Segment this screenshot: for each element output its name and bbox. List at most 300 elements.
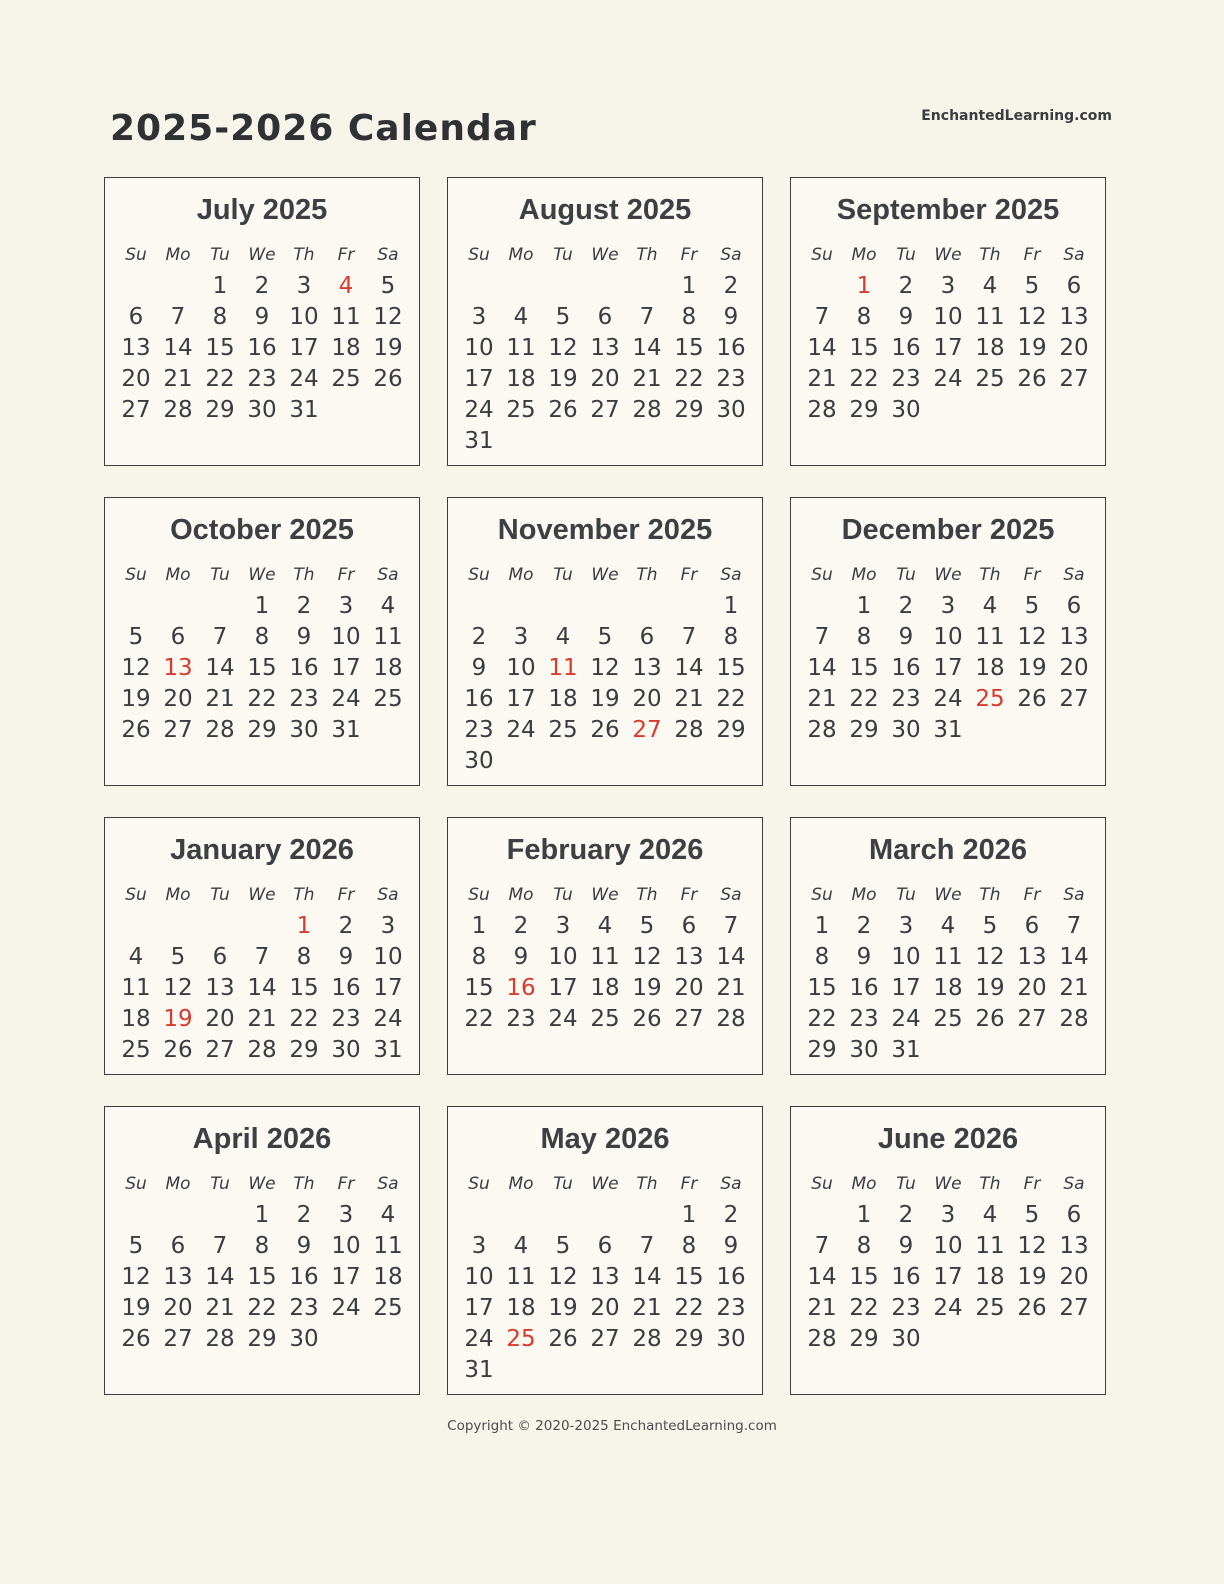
date-cell: 4 xyxy=(380,593,396,619)
date-cell: 16 xyxy=(331,975,361,1001)
date-cell: 9 xyxy=(513,944,529,970)
weeks xyxy=(458,1200,752,1386)
date-cell: 14 xyxy=(807,655,837,681)
date-cell: 4 xyxy=(555,624,571,650)
date-cell: 2 xyxy=(898,273,914,299)
day-header-row xyxy=(115,1169,409,1200)
date-cell: 21 xyxy=(807,686,837,712)
date-cell: 19 xyxy=(1017,655,1047,681)
week-row xyxy=(115,622,409,653)
date-cell: 20 xyxy=(632,686,662,712)
date-cell: 16 xyxy=(891,335,921,361)
date-cell: 10 xyxy=(548,944,578,970)
date-cell: 7 xyxy=(639,304,655,330)
date-cell: 1 xyxy=(212,273,228,299)
week-row xyxy=(115,715,409,746)
date-cell: 15 xyxy=(247,1264,277,1290)
date-cell: 8 xyxy=(681,1233,697,1259)
date-cell: 21 xyxy=(807,366,837,392)
week-row xyxy=(458,1262,752,1293)
week-row xyxy=(458,1231,752,1262)
empty-date-cell xyxy=(367,715,409,746)
date-cell: 1 xyxy=(856,593,872,619)
date-cell: 28 xyxy=(205,717,235,743)
date-cell: 30 xyxy=(716,397,746,423)
day-of-week-label: Sa xyxy=(720,885,742,905)
empty-date-cell xyxy=(969,395,1011,426)
date-cell: 2 xyxy=(513,913,529,939)
day-of-week-label: Fr xyxy=(337,885,355,905)
date-cell: 5 xyxy=(597,624,613,650)
day-of-week-label: Th xyxy=(293,1174,315,1194)
day-of-week-label: Fr xyxy=(337,565,355,585)
day-header-row xyxy=(801,560,1095,591)
day-of-week-label: Tu xyxy=(896,1174,916,1194)
date-cell: 8 xyxy=(254,1233,270,1259)
site-name: EnchantedLearning.com xyxy=(921,108,1112,124)
date-cell: 15 xyxy=(716,655,746,681)
date-cell: 3 xyxy=(513,624,529,650)
date-cell: 19 xyxy=(1017,1264,1047,1290)
week-row xyxy=(458,591,752,622)
date-cell: 29 xyxy=(807,1037,837,1063)
date-cell: 13 xyxy=(205,975,235,1001)
date-cell: 20 xyxy=(1059,655,1089,681)
day-of-week-label: Th xyxy=(293,245,315,265)
empty-date-cell xyxy=(1053,1035,1095,1066)
weeks xyxy=(801,271,1095,426)
date-cell: 31 xyxy=(933,717,963,743)
holiday-date-cell: 1 xyxy=(856,273,872,299)
date-cell: 12 xyxy=(632,944,662,970)
empty-date-cell xyxy=(542,426,584,457)
empty-date-cell xyxy=(458,1200,500,1231)
day-of-week-label: Su xyxy=(468,885,490,905)
date-cell: 18 xyxy=(933,975,963,1001)
week-row xyxy=(801,364,1095,395)
date-cell: 18 xyxy=(373,1264,403,1290)
empty-date-cell xyxy=(542,746,584,777)
date-cell: 23 xyxy=(891,366,921,392)
date-cell: 8 xyxy=(723,624,739,650)
empty-date-cell xyxy=(969,1035,1011,1066)
date-cell: 14 xyxy=(205,655,235,681)
date-cell: 7 xyxy=(212,624,228,650)
date-cell: 28 xyxy=(716,1006,746,1032)
date-cell: 9 xyxy=(254,304,270,330)
empty-date-cell xyxy=(801,271,843,302)
date-cell: 16 xyxy=(716,1264,746,1290)
date-cell: 29 xyxy=(674,1326,704,1352)
date-cell: 24 xyxy=(548,1006,578,1032)
date-cell: 22 xyxy=(464,1006,494,1032)
date-cell: 3 xyxy=(380,913,396,939)
day-of-week-label: Tu xyxy=(553,1174,573,1194)
week-row xyxy=(458,1200,752,1231)
day-of-week-label: Sa xyxy=(377,1174,399,1194)
week-row xyxy=(801,942,1095,973)
week-row xyxy=(458,746,752,777)
date-cell: 26 xyxy=(163,1037,193,1063)
date-cell: 6 xyxy=(639,624,655,650)
day-of-week-label: Su xyxy=(125,1174,147,1194)
date-cell: 7 xyxy=(681,624,697,650)
day-of-week-label: Fr xyxy=(337,245,355,265)
empty-date-cell xyxy=(710,1355,752,1386)
day-of-week-label: Fr xyxy=(337,1174,355,1194)
date-cell: 15 xyxy=(849,655,879,681)
empty-date-cell xyxy=(199,591,241,622)
date-cell: 3 xyxy=(555,913,571,939)
date-cell: 13 xyxy=(590,335,620,361)
day-of-week-label: Tu xyxy=(210,1174,230,1194)
day-of-week-label: We xyxy=(591,1174,619,1194)
date-cell: 13 xyxy=(1059,1233,1089,1259)
week-row xyxy=(801,622,1095,653)
empty-date-cell xyxy=(542,271,584,302)
date-cell: 7 xyxy=(814,304,830,330)
empty-date-cell xyxy=(927,1035,969,1066)
week-row xyxy=(115,942,409,973)
day-of-week-label: Su xyxy=(811,1174,833,1194)
day-header-row xyxy=(801,880,1095,911)
empty-date-cell xyxy=(1053,395,1095,426)
weeks xyxy=(801,911,1095,1066)
day-of-week-label: Th xyxy=(979,1174,1001,1194)
date-cell: 5 xyxy=(170,944,186,970)
empty-date-cell xyxy=(241,911,283,942)
empty-date-cell xyxy=(115,271,157,302)
date-cell: 28 xyxy=(632,397,662,423)
date-cell: 10 xyxy=(464,1264,494,1290)
day-of-week-label: Sa xyxy=(720,1174,742,1194)
empty-date-cell xyxy=(801,1200,843,1231)
empty-date-cell xyxy=(500,426,542,457)
date-cell: 13 xyxy=(632,655,662,681)
date-cell: 24 xyxy=(464,1326,494,1352)
date-cell: 23 xyxy=(716,366,746,392)
date-cell: 9 xyxy=(338,944,354,970)
date-cell: 27 xyxy=(205,1037,235,1063)
date-cell: 1 xyxy=(471,913,487,939)
date-cell: 17 xyxy=(331,655,361,681)
date-cell: 25 xyxy=(506,397,536,423)
date-cell: 22 xyxy=(247,686,277,712)
day-of-week-label: Th xyxy=(979,245,1001,265)
date-cell: 6 xyxy=(681,913,697,939)
date-cell: 29 xyxy=(716,717,746,743)
date-cell: 15 xyxy=(674,335,704,361)
day-of-week-label: We xyxy=(591,245,619,265)
week-row xyxy=(115,1231,409,1262)
day-of-week-label: We xyxy=(248,245,276,265)
date-cell: 9 xyxy=(296,624,312,650)
date-cell: 12 xyxy=(163,975,193,1001)
week-row xyxy=(458,715,752,746)
day-of-week-label: Mo xyxy=(508,885,534,905)
date-cell: 5 xyxy=(1024,593,1040,619)
empty-date-cell xyxy=(115,911,157,942)
date-cell: 6 xyxy=(1066,273,1082,299)
day-of-week-label: Fr xyxy=(680,1174,698,1194)
date-cell: 10 xyxy=(933,1233,963,1259)
date-cell: 11 xyxy=(590,944,620,970)
date-cell: 27 xyxy=(590,397,620,423)
empty-date-cell xyxy=(801,591,843,622)
date-cell: 28 xyxy=(674,717,704,743)
day-of-week-label: Su xyxy=(125,565,147,585)
date-cell: 14 xyxy=(674,655,704,681)
date-cell: 4 xyxy=(513,304,529,330)
date-cell: 10 xyxy=(373,944,403,970)
day-of-week-label: Sa xyxy=(1063,245,1085,265)
date-cell: 19 xyxy=(548,1295,578,1321)
day-of-week-label: Su xyxy=(811,245,833,265)
date-cell: 9 xyxy=(898,304,914,330)
date-cell: 10 xyxy=(464,335,494,361)
month-calendar xyxy=(447,1106,763,1395)
week-row xyxy=(115,395,409,426)
date-cell: 4 xyxy=(380,1202,396,1228)
date-cell: 17 xyxy=(506,686,536,712)
empty-date-cell xyxy=(115,591,157,622)
date-cell: 4 xyxy=(940,913,956,939)
date-cell: 28 xyxy=(632,1326,662,1352)
day-of-week-label: Tu xyxy=(210,565,230,585)
day-of-week-label: We xyxy=(934,1174,962,1194)
week-row xyxy=(458,395,752,426)
day-of-week-label: We xyxy=(248,885,276,905)
date-cell: 24 xyxy=(933,1295,963,1321)
empty-date-cell xyxy=(1053,1324,1095,1355)
date-cell: 4 xyxy=(982,273,998,299)
date-cell: 21 xyxy=(716,975,746,1001)
day-of-week-label: We xyxy=(248,565,276,585)
date-cell: 17 xyxy=(548,975,578,1001)
date-cell: 4 xyxy=(982,1202,998,1228)
date-cell: 24 xyxy=(464,397,494,423)
date-cell: 6 xyxy=(597,1233,613,1259)
date-cell: 11 xyxy=(933,944,963,970)
date-cell: 28 xyxy=(807,717,837,743)
date-cell: 28 xyxy=(205,1326,235,1352)
empty-date-cell xyxy=(500,1200,542,1231)
date-cell: 26 xyxy=(121,717,151,743)
date-cell: 26 xyxy=(632,1006,662,1032)
week-row xyxy=(801,653,1095,684)
date-cell: 23 xyxy=(289,686,319,712)
day-of-week-label: Th xyxy=(636,565,658,585)
date-cell: 16 xyxy=(464,686,494,712)
date-cell: 16 xyxy=(849,975,879,1001)
date-cell: 19 xyxy=(548,366,578,392)
date-cell: 1 xyxy=(681,1202,697,1228)
date-cell: 17 xyxy=(933,335,963,361)
date-cell: 29 xyxy=(849,1326,879,1352)
date-cell: 3 xyxy=(338,1202,354,1228)
date-cell: 25 xyxy=(331,366,361,392)
empty-date-cell xyxy=(1011,395,1053,426)
empty-date-cell xyxy=(157,591,199,622)
date-cell: 3 xyxy=(940,273,956,299)
date-cell: 1 xyxy=(254,1202,270,1228)
date-cell: 12 xyxy=(590,655,620,681)
weeks xyxy=(115,591,409,746)
date-cell: 30 xyxy=(891,717,921,743)
day-header-row xyxy=(801,1169,1095,1200)
month-title: October 2025 xyxy=(170,514,354,546)
month-calendar xyxy=(104,497,420,786)
date-cell: 10 xyxy=(933,624,963,650)
date-cell: 22 xyxy=(849,366,879,392)
date-cell: 31 xyxy=(289,397,319,423)
date-cell: 5 xyxy=(128,624,144,650)
empty-date-cell xyxy=(626,1355,668,1386)
date-cell: 2 xyxy=(296,1202,312,1228)
holiday-date-cell: 4 xyxy=(338,273,354,299)
date-cell: 27 xyxy=(1059,1295,1089,1321)
date-cell: 20 xyxy=(163,686,193,712)
date-cell: 19 xyxy=(121,1295,151,1321)
date-cell: 16 xyxy=(289,655,319,681)
day-of-week-label: Mo xyxy=(851,885,877,905)
date-cell: 21 xyxy=(807,1295,837,1321)
date-cell: 6 xyxy=(597,304,613,330)
date-cell: 18 xyxy=(331,335,361,361)
day-of-week-label: Su xyxy=(125,885,147,905)
week-row xyxy=(801,591,1095,622)
date-cell: 30 xyxy=(464,748,494,774)
date-cell: 29 xyxy=(289,1037,319,1063)
day-of-week-label: Tu xyxy=(896,885,916,905)
date-cell: 19 xyxy=(373,335,403,361)
date-cell: 19 xyxy=(632,975,662,1001)
date-cell: 23 xyxy=(247,366,277,392)
day-of-week-label: Fr xyxy=(1023,1174,1041,1194)
day-of-week-label: Sa xyxy=(1063,565,1085,585)
date-cell: 8 xyxy=(856,304,872,330)
date-cell: 19 xyxy=(975,975,1005,1001)
week-row xyxy=(115,653,409,684)
day-of-week-label: Mo xyxy=(508,245,534,265)
date-cell: 9 xyxy=(898,624,914,650)
day-header-row xyxy=(115,560,409,591)
empty-date-cell xyxy=(668,591,710,622)
day-of-week-label: Sa xyxy=(1063,885,1085,905)
date-cell: 7 xyxy=(254,944,270,970)
week-row xyxy=(115,1293,409,1324)
date-cell: 14 xyxy=(247,975,277,1001)
date-cell: 5 xyxy=(555,304,571,330)
date-cell: 6 xyxy=(128,304,144,330)
empty-date-cell xyxy=(199,911,241,942)
day-of-week-label: Sa xyxy=(377,565,399,585)
date-cell: 8 xyxy=(212,304,228,330)
day-of-week-label: Th xyxy=(636,245,658,265)
date-cell: 18 xyxy=(121,1006,151,1032)
date-cell: 28 xyxy=(163,397,193,423)
date-cell: 14 xyxy=(807,335,837,361)
date-cell: 25 xyxy=(975,1295,1005,1321)
date-cell: 17 xyxy=(289,335,319,361)
date-cell: 6 xyxy=(1066,1202,1082,1228)
day-of-week-label: Th xyxy=(636,885,658,905)
weeks xyxy=(458,271,752,457)
date-cell: 12 xyxy=(373,304,403,330)
date-cell: 23 xyxy=(331,1006,361,1032)
date-cell: 17 xyxy=(373,975,403,1001)
date-cell: 14 xyxy=(632,1264,662,1290)
day-of-week-label: Fr xyxy=(1023,885,1041,905)
day-of-week-label: Tu xyxy=(553,565,573,585)
date-cell: 25 xyxy=(975,366,1005,392)
date-cell: 9 xyxy=(723,1233,739,1259)
date-cell: 25 xyxy=(548,717,578,743)
date-cell: 28 xyxy=(1059,1006,1089,1032)
date-cell: 3 xyxy=(338,593,354,619)
date-cell: 17 xyxy=(933,1264,963,1290)
date-cell: 3 xyxy=(471,304,487,330)
empty-date-cell xyxy=(458,271,500,302)
date-cell: 30 xyxy=(247,397,277,423)
week-row xyxy=(115,973,409,1004)
date-cell: 7 xyxy=(170,304,186,330)
empty-date-cell xyxy=(626,746,668,777)
date-cell: 26 xyxy=(1017,686,1047,712)
date-cell: 17 xyxy=(331,1264,361,1290)
date-cell: 22 xyxy=(849,1295,879,1321)
date-cell: 4 xyxy=(513,1233,529,1259)
date-cell: 25 xyxy=(590,1006,620,1032)
week-row xyxy=(801,302,1095,333)
week-row xyxy=(115,302,409,333)
day-of-week-label: Mo xyxy=(851,1174,877,1194)
day-of-week-label: Su xyxy=(811,885,833,905)
day-of-week-label: Mo xyxy=(508,565,534,585)
month-calendar xyxy=(790,817,1106,1075)
date-cell: 21 xyxy=(205,686,235,712)
date-cell: 26 xyxy=(1017,1295,1047,1321)
date-cell: 26 xyxy=(548,1326,578,1352)
date-cell: 20 xyxy=(121,366,151,392)
day-of-week-label: Su xyxy=(811,565,833,585)
date-cell: 15 xyxy=(205,335,235,361)
copyright-footer: Copyright © 2020-2025 EnchantedLearning.com xyxy=(447,1418,777,1434)
date-cell: 29 xyxy=(247,1326,277,1352)
day-of-week-label: Sa xyxy=(377,885,399,905)
date-cell: 7 xyxy=(814,1233,830,1259)
day-of-week-label: Tu xyxy=(896,565,916,585)
week-row xyxy=(458,302,752,333)
date-cell: 27 xyxy=(590,1326,620,1352)
day-of-week-label: We xyxy=(591,565,619,585)
date-cell: 13 xyxy=(1059,624,1089,650)
week-row xyxy=(458,333,752,364)
date-cell: 12 xyxy=(121,655,151,681)
date-cell: 8 xyxy=(681,304,697,330)
week-row xyxy=(801,271,1095,302)
date-cell: 27 xyxy=(1017,1006,1047,1032)
month-calendar xyxy=(447,497,763,786)
date-cell: 6 xyxy=(170,624,186,650)
date-cell: 18 xyxy=(975,1264,1005,1290)
date-cell: 16 xyxy=(247,335,277,361)
week-row xyxy=(115,271,409,302)
date-cell: 13 xyxy=(590,1264,620,1290)
month-title: March 2026 xyxy=(869,834,1027,866)
empty-date-cell xyxy=(1011,1324,1053,1355)
date-cell: 12 xyxy=(548,1264,578,1290)
